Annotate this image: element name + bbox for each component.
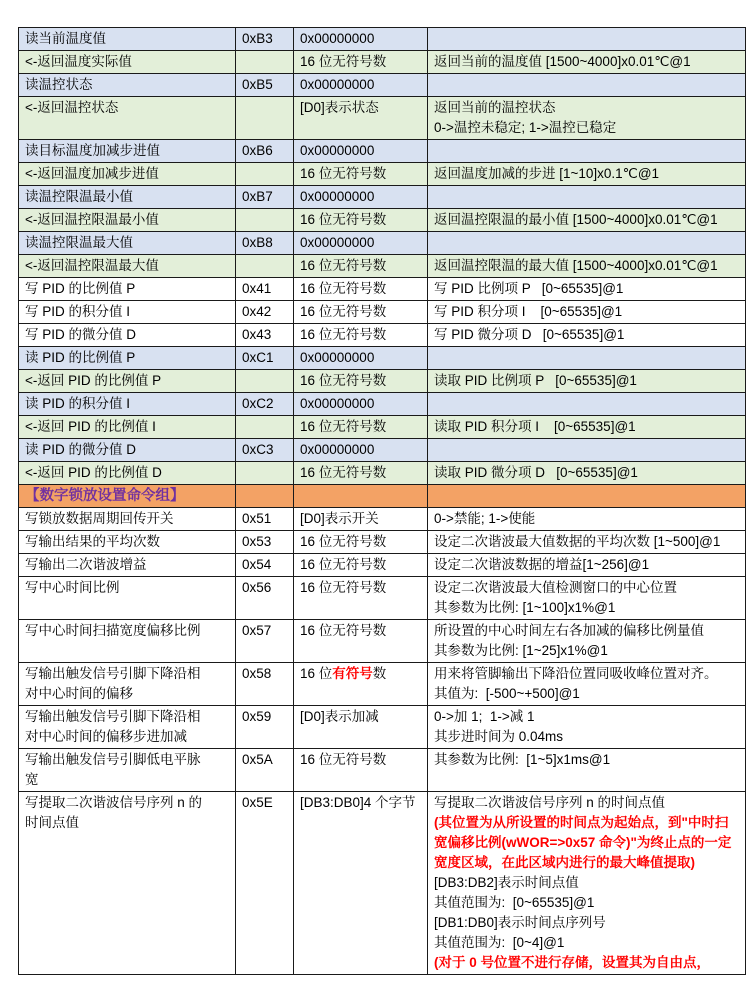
data-format-cell: [294, 706, 428, 749]
command-code-cell: [236, 439, 294, 462]
cell-text: 16 位无符号数: [300, 166, 387, 181]
command-name-cell: [19, 462, 236, 485]
command-code-cell: [236, 706, 294, 749]
table-row: [19, 186, 746, 209]
cell-text: <-返回温度加减步进值: [25, 166, 159, 181]
cell-text: 对中心时间的偏移步进加减: [25, 729, 187, 744]
table-row: [19, 255, 746, 278]
data-format-cell: [294, 577, 428, 620]
command-name-cell: [19, 531, 236, 554]
cell-text: 写提取二次谐波信号序列 n 的时间点值: [434, 795, 666, 810]
cell-text: 其值范围为: [0~4]@1: [434, 935, 565, 950]
table-row: [19, 663, 746, 706]
data-format-cell: [294, 620, 428, 663]
cell-text: 16 位无符号数: [300, 557, 387, 572]
cell-text: 写中心时间比例: [25, 580, 120, 595]
red-emphasis-text: 宽偏移比例(wWOR=>0x57 命令)"为终止点的一定: [434, 835, 732, 850]
cell-text: [D0]表示加减: [300, 709, 379, 724]
command-name-cell: [19, 140, 236, 163]
command-name-cell: [19, 28, 236, 51]
command-code-cell: [236, 186, 294, 209]
description-cell: [428, 255, 746, 278]
cell-text: 写输出结果的平均次数: [25, 534, 160, 549]
command-name-cell: [19, 577, 236, 620]
cell-text: 其值范围为: [0~65535]@1: [434, 895, 595, 910]
cell-text: 读温控限温最大值: [25, 235, 133, 250]
description-cell: [428, 324, 746, 347]
data-format-cell: [294, 508, 428, 531]
cell-text: 0->温控未稳定; 1->温控已稳定: [434, 120, 617, 135]
command-code-cell: [236, 347, 294, 370]
cell-text: 其值为: [-500~+500]@1: [434, 686, 580, 701]
command-name-cell: [19, 706, 236, 749]
cell-text: 16 位无符号数: [300, 465, 387, 480]
cell-text: 0x42: [242, 304, 272, 319]
cell-text: 16 位无符号数: [300, 623, 387, 638]
cell-text: <-返回 PID 的比例值 I: [25, 419, 156, 434]
command-code-cell: [236, 370, 294, 393]
command-name-cell: [19, 620, 236, 663]
command-code-cell: [236, 462, 294, 485]
data-format-cell: [294, 554, 428, 577]
cell-text: 0x59: [242, 709, 272, 724]
data-format-cell: [294, 51, 428, 74]
cell-text: 写输出触发信号引脚下降沿相: [25, 666, 201, 681]
table-row: [19, 324, 746, 347]
cell-text: 0x56: [242, 580, 272, 595]
cell-text: 0x54: [242, 557, 272, 572]
command-code-cell: [236, 531, 294, 554]
command-code-cell: [236, 554, 294, 577]
cell-text: [DB1:DB0]表示时间点序列号: [434, 915, 606, 930]
cell-text: [D0]表示开关: [300, 511, 379, 526]
cell-text: 0x53: [242, 534, 272, 549]
command-name-cell: [19, 393, 236, 416]
cell-text: 返回温控限温的最大值 [1500~4000]x0.01℃@1: [434, 258, 718, 273]
command-name-cell: [19, 232, 236, 255]
cell-text: 写输出触发信号引脚下降沿相: [25, 709, 201, 724]
data-format-cell: [294, 370, 428, 393]
cell-text: 设定二次谐波最大值数据的平均次数 [1~500]@1: [434, 534, 721, 549]
description-cell: [428, 301, 746, 324]
description-cell: [428, 278, 746, 301]
cell-text: 读取 PID 微分项 D [0~65535]@1: [434, 465, 638, 480]
cell-text: 宽: [25, 772, 39, 787]
command-table: [18, 27, 746, 975]
table-row: [19, 620, 746, 663]
cell-text: 16 位: [300, 666, 333, 681]
cell-text: 用来将管脚输出下降沿位置同吸收峰位置对齐。: [434, 666, 718, 681]
cell-text: 写 PID 的微分值 D: [25, 327, 137, 342]
section-header-text: 【数字锁放设置命令组】: [25, 488, 185, 504]
command-name-cell: [19, 186, 236, 209]
command-code-cell: [236, 255, 294, 278]
cell-text: [DB3:DB2]表示时间点值: [434, 875, 579, 890]
command-code-cell: [236, 620, 294, 663]
cell-text: 返回温度加减的步进 [1~10]x0.1℃@1: [434, 166, 660, 181]
command-code-cell: [236, 393, 294, 416]
table-row: [19, 792, 746, 975]
cell-text: 返回当前的温控状态: [434, 100, 556, 115]
cell-text: <-返回 PID 的比例值 D: [25, 465, 162, 480]
command-name-cell: [19, 278, 236, 301]
cell-text: 其参数为比例: [1~100]x1%@1: [434, 600, 616, 615]
data-format-cell: [294, 531, 428, 554]
description-cell: [428, 577, 746, 620]
data-format-cell: [294, 324, 428, 347]
description-cell: [428, 393, 746, 416]
command-code-cell: [236, 416, 294, 439]
command-code-cell: [236, 28, 294, 51]
table-row: [19, 278, 746, 301]
table-row: [19, 97, 746, 140]
cell-text: 16 位无符号数: [300, 419, 387, 434]
cell-text: 16 位无符号数: [300, 373, 387, 388]
cell-text: 所设置的中心时间左右各加减的偏移比例量值: [434, 623, 704, 638]
description-cell: [428, 620, 746, 663]
cell-text: 0x51: [242, 511, 272, 526]
command-code-cell: [236, 577, 294, 620]
command-name-cell: [19, 663, 236, 706]
red-emphasis-text: 宽度区域，在此区域内进行的最大峰值提取): [434, 855, 695, 870]
cell-text: 16 位无符号数: [300, 281, 387, 296]
data-format-cell: [294, 140, 428, 163]
cell-text: 其参数为比例: [1~25]x1%@1: [434, 643, 608, 658]
command-code-cell: [236, 792, 294, 975]
command-code-cell: [236, 209, 294, 232]
command-name-cell: [19, 347, 236, 370]
command-code-cell: [236, 663, 294, 706]
description-cell: [428, 485, 746, 508]
cell-text: <-返回温控限温最大值: [25, 258, 159, 273]
table-row: [19, 163, 746, 186]
command-code-cell: [236, 508, 294, 531]
table-row: [19, 485, 746, 508]
cell-text: [D0]表示状态: [300, 100, 379, 115]
cell-text: 返回温控限温的最小值 [1500~4000]x0.01℃@1: [434, 212, 718, 227]
cell-text: 0x00000000: [300, 143, 375, 158]
cell-text: 16 位无符号数: [300, 258, 387, 273]
data-format-cell: [294, 97, 428, 140]
data-format-cell: [294, 749, 428, 792]
table-row: [19, 232, 746, 255]
description-cell: [428, 370, 746, 393]
command-code-cell: [236, 51, 294, 74]
cell-text: 写 PID 微分项 D [0~65535]@1: [434, 327, 625, 342]
table-row: [19, 508, 746, 531]
command-name-cell: [19, 255, 236, 278]
red-emphasis-text: (对于 0 号位置不进行存储，设置其为自由点，: [434, 955, 711, 970]
red-emphasis-text: 有符号: [332, 666, 373, 681]
command-name-cell: [19, 301, 236, 324]
data-format-cell: [294, 663, 428, 706]
cell-text: 0x43: [242, 327, 272, 342]
cell-text: 0x57: [242, 623, 272, 638]
cell-text: 0xB7: [242, 189, 273, 204]
cell-text: 读 PID 的积分值 I: [25, 396, 131, 411]
command-code-cell: [236, 278, 294, 301]
cell-text: 读取 PID 比例项 P [0~65535]@1: [434, 373, 637, 388]
cell-text: 16 位无符号数: [300, 752, 387, 767]
command-name-cell: [19, 439, 236, 462]
table-row: [19, 74, 746, 97]
command-name-cell: [19, 370, 236, 393]
description-cell: [428, 554, 746, 577]
cell-text: 读当前温度值: [25, 31, 106, 46]
cell-text: 0x00000000: [300, 189, 375, 204]
command-name-cell: [19, 97, 236, 140]
cell-text: 16 位无符号数: [300, 212, 387, 227]
cell-text: 其步进时间为 0.04ms: [434, 729, 564, 744]
cell-text: 设定二次谐波最大值检测窗口的中心位置: [434, 580, 677, 595]
description-cell: [428, 508, 746, 531]
command-name-cell: [19, 324, 236, 347]
description-cell: [428, 74, 746, 97]
description-cell: [428, 232, 746, 255]
data-format-cell: [294, 439, 428, 462]
data-format-cell: [294, 232, 428, 255]
cell-text: 0x00000000: [300, 31, 375, 46]
table-row: [19, 140, 746, 163]
data-format-cell: [294, 485, 428, 508]
cell-text: 设定二次谐波数据的增益[1~256]@1: [434, 557, 650, 572]
data-format-cell: [294, 462, 428, 485]
command-name-cell: [19, 74, 236, 97]
cell-text: 0xB5: [242, 77, 273, 92]
cell-text: 0x00000000: [300, 350, 375, 365]
cell-text: [DB3:DB0]4 个字节: [300, 795, 416, 810]
command-name-cell: [19, 416, 236, 439]
table-row: [19, 531, 746, 554]
cell-text: 写 PID 积分项 I [0~65535]@1: [434, 304, 623, 319]
data-format-cell: [294, 163, 428, 186]
cell-text: 0x00000000: [300, 235, 375, 250]
cell-text: 0->禁能; 1->使能: [434, 511, 536, 526]
description-cell: [428, 97, 746, 140]
data-format-cell: [294, 186, 428, 209]
table-row: [19, 416, 746, 439]
data-format-cell: [294, 278, 428, 301]
cell-text: 读温控状态: [25, 77, 93, 92]
command-code-cell: [236, 97, 294, 140]
data-format-cell: [294, 347, 428, 370]
cell-text: 读取 PID 积分项 I [0~65535]@1: [434, 419, 636, 434]
table-row: [19, 577, 746, 620]
cell-text: 0x00000000: [300, 442, 375, 457]
cell-text: 读 PID 的微分值 D: [25, 442, 137, 457]
description-cell: [428, 51, 746, 74]
cell-text: 读目标温度加减步进值: [25, 143, 160, 158]
command-code-cell: [236, 301, 294, 324]
command-name-cell: [19, 554, 236, 577]
table-row: [19, 370, 746, 393]
cell-text: 0xC2: [242, 396, 274, 411]
cell-text: 0xB3: [242, 31, 273, 46]
cell-text: 对中心时间的偏移: [25, 686, 133, 701]
table-row: [19, 209, 746, 232]
cell-text: 写锁放数据周期回传开关: [25, 511, 174, 526]
data-format-cell: [294, 74, 428, 97]
command-code-cell: [236, 140, 294, 163]
cell-text: 写 PID 的积分值 I: [25, 304, 131, 319]
cell-text: 读 PID 的比例值 P: [25, 350, 136, 365]
description-cell: [428, 163, 746, 186]
table-row: [19, 706, 746, 749]
cell-text: 16 位无符号数: [300, 534, 387, 549]
cell-text: 0->加 1; 1->减 1: [434, 709, 535, 724]
description-cell: [428, 749, 746, 792]
command-name-cell: [19, 51, 236, 74]
data-format-cell: [294, 416, 428, 439]
cell-text: 写提取二次谐波信号序列 n 的: [25, 795, 203, 810]
cell-text: 时间点值: [25, 815, 79, 830]
table-row: [19, 393, 746, 416]
command-code-cell: [236, 232, 294, 255]
cell-text: 0x5E: [242, 795, 273, 810]
cell-text: 读温控限温最小值: [25, 189, 133, 204]
cell-text: 0xC1: [242, 350, 274, 365]
cell-text: <-返回温度实际值: [25, 54, 132, 69]
cell-text: 0x41: [242, 281, 272, 296]
command-name-cell: [19, 485, 236, 508]
data-format-cell: [294, 792, 428, 975]
table-row: [19, 554, 746, 577]
table-row: [19, 439, 746, 462]
description-cell: [428, 28, 746, 51]
cell-text: 0xB8: [242, 235, 273, 250]
description-cell: [428, 792, 746, 975]
cell-text: 写输出二次谐波增益: [25, 557, 147, 572]
cell-text: 写中心时间扫描宽度偏移比例: [25, 623, 201, 638]
data-format-cell: [294, 301, 428, 324]
command-code-cell: [236, 163, 294, 186]
description-cell: [428, 347, 746, 370]
table-row: [19, 347, 746, 370]
description-cell: [428, 140, 746, 163]
command-name-cell: [19, 508, 236, 531]
data-format-cell: [294, 209, 428, 232]
description-cell: [428, 663, 746, 706]
description-cell: [428, 462, 746, 485]
cell-text: 0x5A: [242, 752, 273, 767]
command-name-cell: [19, 209, 236, 232]
description-cell: [428, 209, 746, 232]
description-cell: [428, 439, 746, 462]
cell-text: <-返回 PID 的比例值 P: [25, 373, 162, 388]
command-code-cell: [236, 749, 294, 792]
command-table-body: [19, 28, 746, 975]
data-format-cell: [294, 255, 428, 278]
command-code-cell: [236, 324, 294, 347]
table-row: [19, 301, 746, 324]
cell-text: 写 PID 比例项 P [0~65535]@1: [434, 281, 624, 296]
red-emphasis-text: (其位置为从所设置的时间点为起始点，到"中时扫: [434, 815, 729, 830]
description-cell: [428, 186, 746, 209]
cell-text: 16 位无符号数: [300, 327, 387, 342]
cell-text: 0x00000000: [300, 77, 375, 92]
table-row: [19, 749, 746, 792]
description-cell: [428, 531, 746, 554]
cell-text: 0xB6: [242, 143, 273, 158]
command-name-cell: [19, 749, 236, 792]
cell-text: 其参数为比例: [1~5]x1ms@1: [434, 752, 611, 767]
cell-text: 返回当前的温度值 [1500~4000]x0.01℃@1: [434, 54, 691, 69]
cell-text: <-返回温控限温最小值: [25, 212, 159, 227]
data-format-cell: [294, 28, 428, 51]
command-code-cell: [236, 74, 294, 97]
command-name-cell: [19, 163, 236, 186]
command-name-cell: [19, 792, 236, 975]
table-row: [19, 51, 746, 74]
description-cell: [428, 706, 746, 749]
data-format-cell: [294, 393, 428, 416]
cell-text: 0x58: [242, 666, 272, 681]
description-cell: [428, 416, 746, 439]
cell-text: <-返回温控状态: [25, 100, 119, 115]
cell-text: 写输出触发信号引脚低电平脉: [25, 752, 201, 767]
cell-text: 写 PID 的比例值 P: [25, 281, 136, 296]
cell-text: 16 位无符号数: [300, 54, 387, 69]
cell-text: 0xC3: [242, 442, 274, 457]
cell-text: 16 位无符号数: [300, 580, 387, 595]
cell-text: 0x00000000: [300, 396, 375, 411]
table-row: [19, 462, 746, 485]
cell-text: 16 位无符号数: [300, 304, 387, 319]
cell-text: 数: [372, 666, 387, 681]
command-code-cell: [236, 485, 294, 508]
table-row: [19, 28, 746, 51]
